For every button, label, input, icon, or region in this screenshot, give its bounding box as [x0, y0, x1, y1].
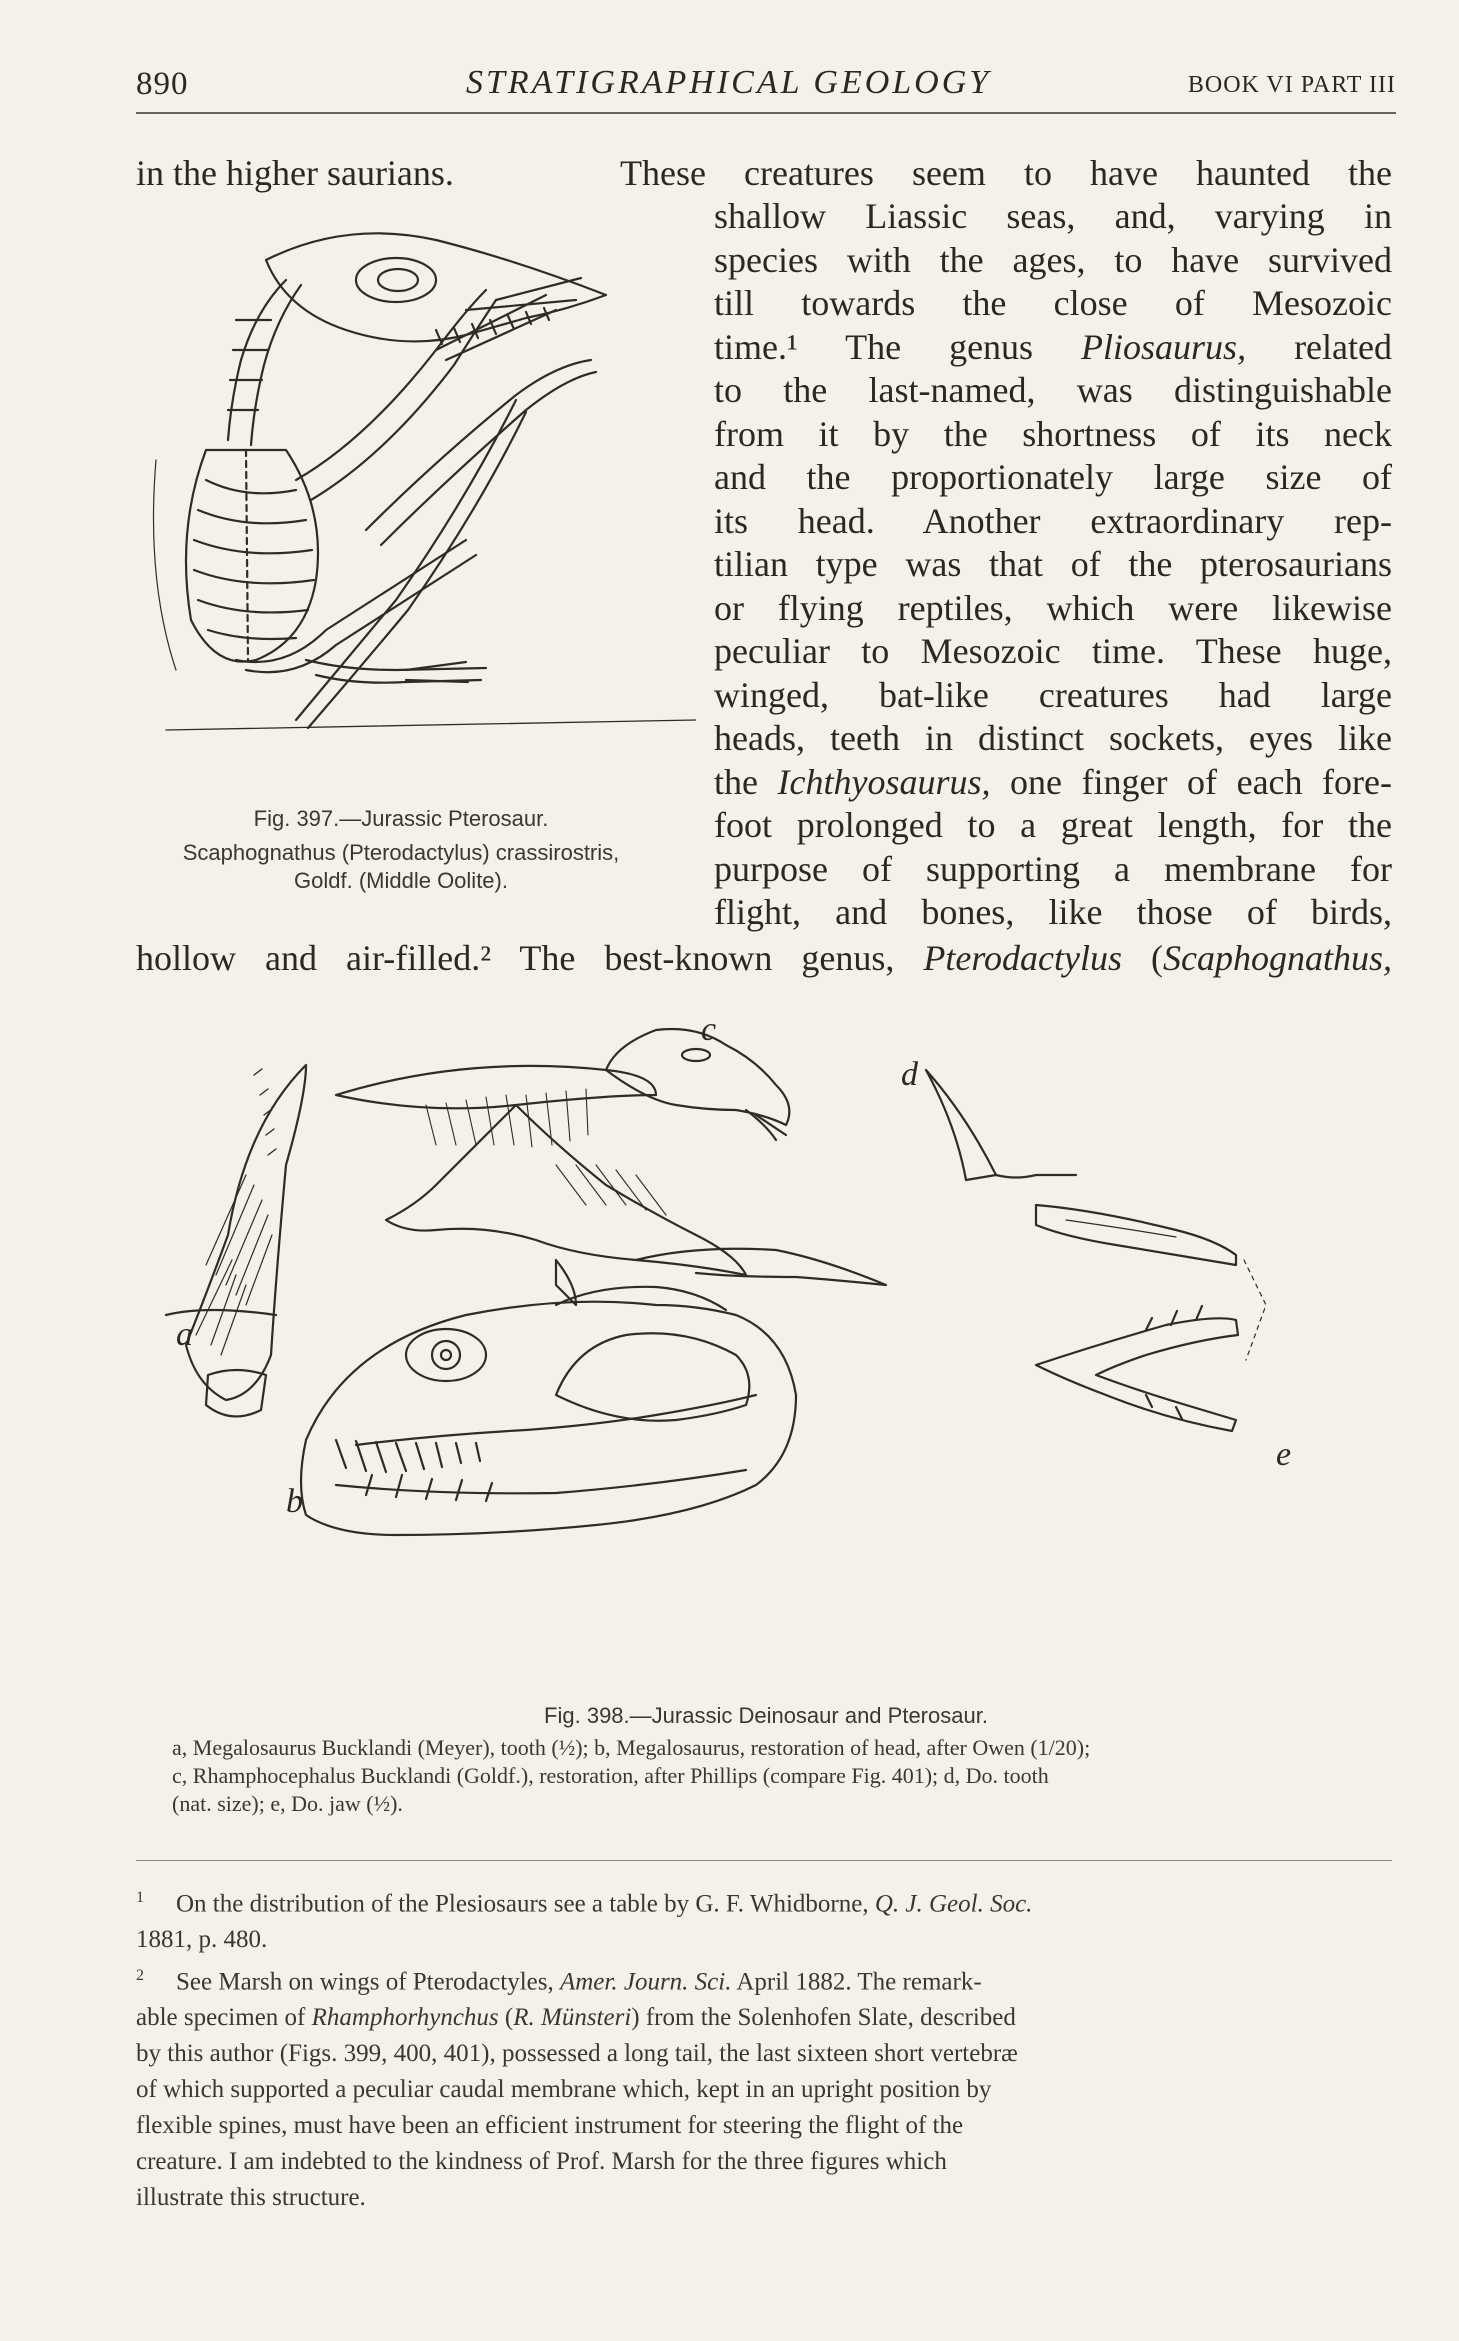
body-text-line: winged, bat-like creatures had large — [714, 674, 1392, 715]
italic-text: Scaphognathus, — [1163, 938, 1392, 978]
figure-398-deinosaur-and-pterosaur — [136, 1015, 1396, 1685]
body-text-line: flight, and bones, like those of birds, — [714, 892, 1392, 932]
figure-398-caption-line: c, Rhamphocephalus Bucklandi (Goldf.), restoration, after Phillips (compare Fig. 401); d, Do. tooth — [172, 1763, 1049, 1788]
body-text-line: shallow Liassic seas, and, varying in — [714, 196, 1392, 236]
italic-text: Rhamphorhynchus — [311, 2004, 499, 2032]
body-line-right: These creatures seem to have haunted the — [620, 153, 1392, 193]
footnote-line: able specimen of Rhamphorhynchus (R. Münsteri) from the Solenhofen Slate, described — [136, 2004, 1016, 2032]
body-text-line: from it by the shortness of its neck — [714, 413, 1392, 454]
figure-397-caption-title: Fig. 397.—Jurassic Pterosaur. — [253, 806, 549, 831]
footnote-1 — [136, 1880, 1392, 1958]
figure-398-label-c: c — [701, 1015, 717, 1048]
figure-398-tooth-a — [166, 1065, 306, 1416]
body-text-line: to the last-named, was distinguishable — [714, 370, 1392, 410]
figure-398-label-d: d — [901, 1056, 918, 1093]
body-text-line: the Ichthyosaurus, one finger of each fore- — [714, 761, 1393, 802]
footnote-line: illustrate this structure. — [136, 2184, 366, 2212]
footnote-line: creature. I am indebted to the kindness of Prof. Marsh for the three figures which — [136, 2148, 947, 2176]
footnote-line: flexible spines, must have been an efficient instrument for steering the flight of the — [136, 2112, 964, 2140]
running-head — [136, 62, 1396, 114]
footnote-rule — [136, 1860, 1392, 1861]
body-line-left: in the higher saurians. — [136, 153, 454, 193]
footnote-line: $^1$ On the distribution of the Plesiosaurs see a table by G. F. Whidborne, Q. J. Geol. Soc. — [136, 1889, 1033, 1918]
figure-398-pterosaur-c — [336, 1029, 886, 1305]
body-text-line: heads, teeth in distinct sockets, eyes like — [714, 718, 1392, 758]
figure-398-jaw-e — [1036, 1205, 1266, 1431]
body-text-line: its head. Another extraordinary rep- — [714, 500, 1392, 541]
figure-398-caption-line: (nat. size); e, Do. jaw (½). — [172, 1791, 403, 1816]
footnote-line: 1881, p. 480. — [136, 1926, 268, 1954]
figure-398-caption — [136, 1702, 1396, 1818]
footnote-line: by this author (Figs. 399, 400, 401), possessed a long tail, the last sixteen short vertebræ — [136, 2040, 1018, 2068]
body-text-line: foot prolonged to a great length, for the — [714, 805, 1392, 845]
figure-397-caption-line: Goldf. (Middle Oolite). — [294, 868, 508, 893]
figure-398-skull-b — [301, 1287, 796, 1535]
body-text-line: time.¹ The genus Pliosaurus, related — [714, 326, 1392, 367]
footnote-line: $^2$ See Marsh on wings of Pterodactyles, Amer. Journ. Sci. April 1882. The remark- — [136, 1967, 982, 1996]
italic-text: Pterodactylus — [923, 938, 1122, 978]
footnote-2 — [136, 1958, 1392, 2216]
body-text-line: species with the ages, to have survived — [714, 239, 1392, 280]
body-text-line: or flying reptiles, which were likewise — [714, 587, 1392, 628]
italic-text: R. Münsteri — [513, 2004, 632, 2032]
body-wrapped-paragraph — [714, 195, 1392, 935]
footnote-mark: 1 — [136, 1889, 144, 1906]
figure-398-caption-line: a, Megalosaurus Bucklandi (Meyer), tooth (½); b, Megalosaurus, restoration of head, after Owen (1/20); — [172, 1735, 1091, 1760]
body-text-line: purpose of supporting a membrane for — [714, 848, 1392, 889]
figure-397-caption — [136, 805, 666, 895]
body-text-line: and the proportionately large size of — [714, 457, 1392, 497]
figure-398-label-a: a — [176, 1316, 193, 1353]
body-text-line: till towards the close of Mesozoic — [714, 283, 1392, 323]
page-number: 890 — [136, 66, 189, 102]
italic-text: Ichthyosaurus, — [777, 761, 991, 802]
footnote-mark: 2 — [136, 1967, 144, 1984]
figure-397-caption-line: Scaphognathus (Pterodactylus) crassirostris, — [182, 840, 620, 865]
figure-398-label-b: b — [286, 1483, 303, 1520]
figure-398-label-e: e — [1276, 1436, 1292, 1473]
running-title: STRATIGRAPHICAL GEOLOGY — [466, 64, 992, 101]
body-line-full: hollow and air-filled.² The best-known genus, Pterodactylus (Scaphognathus, — [136, 938, 1392, 978]
italic-text: Q. J. Geol. Soc. — [874, 1890, 1033, 1918]
figure-398-caption-title: Fig. 398.—Jurassic Deinosaur and Pterosaur. — [544, 1703, 988, 1728]
body-text-line: peculiar to Mesozoic time. These huge, — [714, 631, 1392, 671]
footnote-line: of which supported a peculiar caudal membrane which, kept in an upright position by — [136, 2076, 992, 2104]
italic-text: Amer. Journ. Sci. — [559, 1968, 732, 1996]
figure-397-pterosaur-skeleton — [136, 200, 696, 800]
book-part: BOOK VI PART III — [1187, 72, 1396, 98]
italic-text: Pliosaurus, — [1081, 326, 1247, 367]
body-text-line: tilian type was that of the pterosaurians — [714, 544, 1392, 584]
figure-398-tooth-d — [926, 1070, 1076, 1180]
